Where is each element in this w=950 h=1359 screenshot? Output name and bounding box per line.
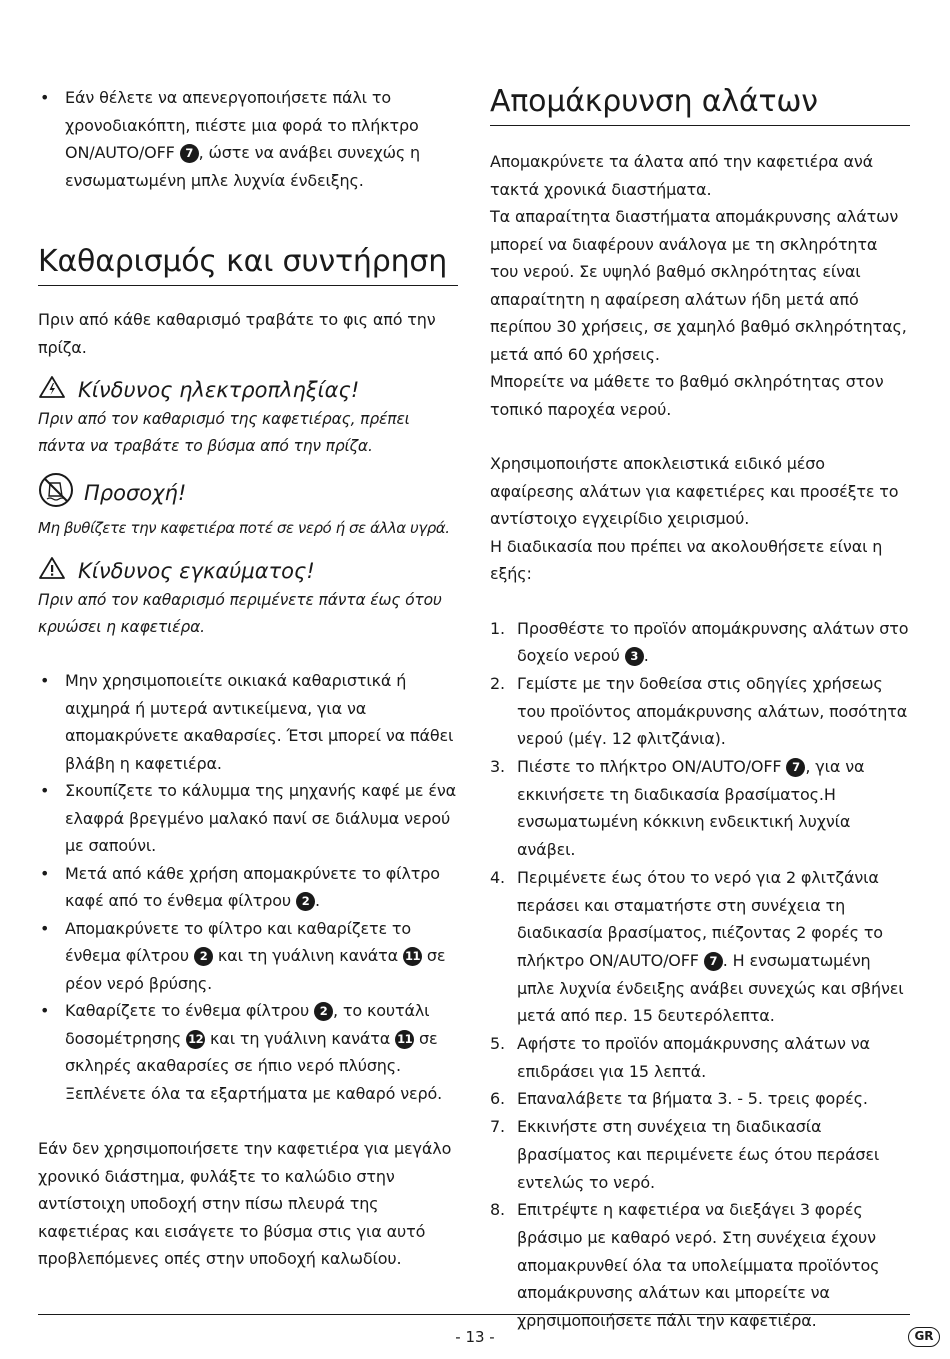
part-number-badge: 7: [180, 144, 199, 163]
list-item: 6. Επαναλάβετε τα βήματα 3. - 5. τρεις φορές.: [490, 1089, 868, 1109]
no-immersion-icon: [38, 472, 74, 513]
section-heading-descaling: Απομάκρυνση αλάτων: [490, 84, 910, 126]
part-number-badge: 2: [194, 947, 213, 966]
part-number-badge: 2: [314, 1002, 333, 1021]
warning-triangle-icon: [38, 556, 66, 585]
descaling-paragraph: Χρησιμοποιήστε αποκλειστικά ειδικό μέσο αφαίρεσης αλάτων για καφετιέρες και προσέξτε το αντίστοιχο εγχειρίδιο χειρισμού.: [490, 454, 899, 528]
descaling-paragraph: Μπορείτε να μάθετε το βαθμό σκληρότητας στον τοπικό παροχέα νερού.: [490, 372, 884, 419]
section-heading-cleaning: Καθαρισμός και συντήρηση: [38, 244, 458, 286]
warning-triangle-icon: [38, 375, 66, 404]
warning-burn-text: Πριν από τον καθαρισμό περιμένετε πάντα έως ότου κρυώσει η καφετιέρα.: [38, 591, 442, 636]
part-number-badge: 12: [186, 1030, 205, 1049]
list-item: • Μετά από κάθε χρήση απομακρύνετε το φίλτρο καφέ από το ένθεμα φίλτρου 2 .: [38, 860, 458, 915]
list-item: • Απομακρύνετε το φίλτρο και καθαρίζετε το ένθεμα φίλτρου 2 και τη γυάλινη κανάτα 11 σε ρέον νερό βρύσης.: [38, 915, 458, 998]
list-item: 8. Επιτρέψτε η καφετιέρα να διεξάγει 3 φορές βράσιμο με καθαρό νερό. Στη συνέχεια έχουν απομακρυνθεί όλα τα υπολείμματα προϊόντος απομάκρυνσης αλάτων και μπορείτε να χρησιμοποιήσετε πάλι την καφετιέρα.: [490, 1200, 880, 1331]
descaling-steps: [490, 615, 910, 1335]
list-item: 5. Αφήστε το προϊόν απομάκρυνσης αλάτων να επιδράσει για 15 λεπτά.: [490, 1034, 870, 1081]
language-badge: GR: [908, 1327, 940, 1347]
footer-divider: [38, 1314, 910, 1315]
storage-paragraph: Εάν δεν χρησιμοποιήσετε την καφετιέρα για μεγάλο χρονικό διάστημα, φυλάξτε το καλώδιο στην αντίστοιχη υποδοχή στην πίσω πλευρά της καφετιέρας και εισάγετε το βύσμα στις για αυτό προβλεπόμενες οπές στην υποδοχή καλωδίου.: [38, 1139, 452, 1268]
list-item: 7. Εκκινήστε στη συνέχεια τη διαδικασία βρασίματος και περιμένετε έως ότου περάσει εντελώς το νερό.: [490, 1117, 880, 1192]
descaling-paragraph: Τα απαραίτητα διαστήματα απομάκρυνσης αλάτων μπορεί να διαφέρουν ανάλογα με τη σκληρότητα του νερού. Σε υψηλό βαθμό σκληρότητας είναι απαραίτητη η αφαίρεση αλάτων ήδη μετά από περίπου 30 χρήσεις, σε χαμηλό βαθμό σκληρότητας, μετά από 60 χρήσεις.: [490, 207, 907, 364]
cleaning-bullet-list: [38, 667, 458, 1107]
part-number-badge: 2: [296, 892, 315, 911]
list-item: 2. Γεμίστε με την δοθείσα στις οδηγίες χρήσεως του προϊόντος απομάκρυνσης αλάτων, ποσότητα νερού (μέγ. 12 φλιτζάνια).: [490, 673, 908, 749]
list-item: • Εάν θέλετε να απενεργοποιήσετε πάλι το χρονοδιακόπτη, πιέστε μια φορά το πλήκτρο ON/AUTO/OFF 7 , ώστε να ανάβει συνεχώς η ενσωματωμένη μπλε λυχνία ένδειξης.: [38, 84, 458, 194]
left-column: [38, 84, 458, 1273]
caution-text: Μη βυθίζετε την καφετιέρα ποτέ σε νερό ή σε άλλα υγρά.: [38, 519, 450, 537]
list-item: 3. Πιέστε το πλήκτρο ON/AUTO/OFF 7 , για να εκκινήσετε τη διαδικασία βρασίματος.Η ενσωματωμένη κόκκινη ενδεικτική λυχνία ανάβει.: [490, 757, 865, 860]
part-number-badge: 11: [395, 1030, 414, 1049]
descaling-paragraph: Η διαδικασία που πρέπει να ακολουθήσετε είναι η εξής:: [490, 536, 883, 583]
part-number-badge: 11: [403, 947, 422, 966]
part-number-badge: 7: [786, 758, 805, 777]
caution-heading: Προσοχή!: [38, 472, 458, 513]
right-column: [490, 84, 910, 1335]
list-item: 4. Περιμένετε έως ότου το νερό για 2 φλιτζάνια περάσει και σταματήστε στη συνέχεια τη διαδικασία βρασίματος, πιέζοντας 2 φορές το πλήκτρο ON/AUTO/OFF 7 . Η ενσωματωμένη μπλε λυχνία ένδειξης ανάβει συνεχώς και σβήνει μετά από περ. 15 δευτερόλεπτα.: [490, 867, 904, 1026]
list-item: • Σκουπίζετε το κάλυμμα της μηχανής καφέ με ένα ελαφρά βρεγμένο μαλακό πανί σε διάλυμα νερού με σαπούνι.: [38, 777, 458, 860]
cleaning-intro: Πριν από κάθε καθαρισμό τραβάτε το φις από την πρίζα.: [38, 310, 436, 357]
list-item: • Μην χρησιμοποιείτε οικιακά καθαριστικά ή αιχμηρά ή μυτερά αντικείμενα, για να απομακρύνετε ακαθαρσίες. Έτσι μπορεί να πάθει βλάβη η καφετιέρα.: [38, 667, 458, 777]
descaling-paragraph: Απομακρύνετε τα άλατα από την καφετιέρα ανά τακτά χρονικά διαστήματα.: [490, 152, 874, 199]
part-number-badge: 3: [625, 647, 644, 666]
timer-bullet-list: [38, 84, 458, 194]
warning-burn-heading: Κίνδυνος εγκαύματος!: [38, 556, 458, 585]
warning-shock-heading: Κίνδυνος ηλεκτροπληξίας!: [38, 375, 458, 404]
list-item: 1. Προσθέστε το προϊόν απομάκρυνσης αλάτων στο δοχείο νερού 3 .: [490, 618, 909, 666]
warning-shock-text: Πριν από τον καθαρισμό της καφετιέρας, πρέπει πάντα να τραβάτε το βύσμα από την πρίζα.: [38, 410, 410, 455]
page-number: - 13 -: [455, 1328, 495, 1346]
list-item: • Καθαρίζετε το ένθεμα φίλτρου 2 , το κουτάλι δοσομέτρησης 12 και τη γυάλινη κανάτα 11 σε σκληρές ακαθαρσίες σε ήπιο νερό πλύσης. Ξεπλένετε όλα τα εξαρτήματα με καθαρό νερό.: [38, 997, 458, 1107]
part-number-badge: 7: [704, 952, 723, 971]
